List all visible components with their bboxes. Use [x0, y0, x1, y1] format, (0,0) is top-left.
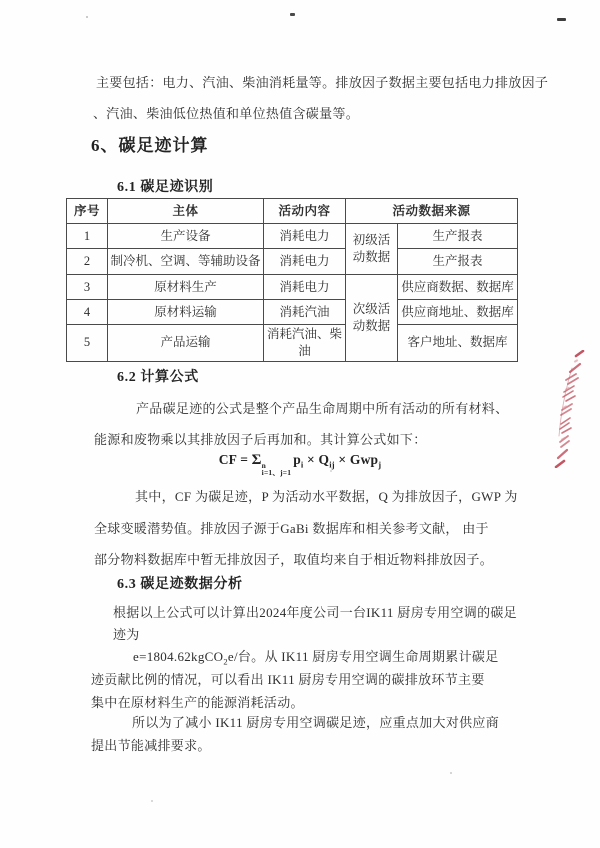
- cell-source: 生产报表: [398, 249, 518, 275]
- para-line: 产品碳足迹的公式是整个产品生命周期中所有活动的所有材料、: [136, 401, 509, 416]
- intro-line-2: 、汽油、柴油低位热值和单位热值含碳量等。: [93, 106, 360, 121]
- sigma-lower: i=1、j=1: [261, 468, 292, 477]
- para-line: 迹贡献比例的情况，可以看出 IK11 厨房专用空调的碳排放环节主要: [91, 672, 485, 687]
- sigma-symbol: Σ: [251, 452, 262, 468]
- col-header-activity: 活动内容: [264, 199, 346, 224]
- cell-group-secondary: 次级活动数据: [346, 275, 398, 362]
- emission-value-prefix: e=1804.62kgCO: [133, 649, 224, 664]
- term-q: Q: [318, 452, 330, 467]
- cell-source: 供应商地址、数据库: [398, 300, 518, 325]
- para-line: 提出节能减排要求。: [91, 738, 211, 753]
- formula-lhs: CF =: [218, 452, 252, 467]
- section-6-2-title: 6.2 计算公式: [117, 370, 199, 385]
- cell-subject: 产品运输: [108, 325, 264, 362]
- red-seal-fragment: [552, 350, 586, 468]
- scan-speck: [151, 800, 153, 802]
- times-sign: ×: [334, 452, 350, 467]
- section-6-3-title: 6.3 碳足迹数据分析: [117, 577, 243, 592]
- para-line: 所以为了减小 IK11 厨房专用空调碳足迹，应重点加大对供应商: [132, 715, 500, 730]
- term-p: p: [293, 452, 301, 467]
- term-gwp: Gwp: [349, 452, 379, 467]
- col-header-source: 活动数据来源: [346, 199, 518, 224]
- para-line: 迹为: [113, 627, 140, 642]
- table-row: [67, 224, 518, 249]
- sigma-upper: n: [261, 461, 267, 470]
- emission-value-line: [133, 649, 499, 667]
- cell-activity: 消耗汽油、柴油: [264, 325, 346, 362]
- cell-no: 3: [67, 275, 108, 300]
- term-p-sub: i: [300, 459, 304, 470]
- cell-activity: 消耗电力: [264, 224, 346, 249]
- times-sign: ×: [303, 452, 319, 467]
- table-row: [67, 300, 518, 325]
- emission-value-rest: e/台。从 IK11 厨房专用空调生命周期累计碳足: [227, 649, 499, 664]
- col-header-no: 序号: [67, 199, 108, 224]
- section-6-title: 6、碳足迹计算: [91, 136, 209, 155]
- cell-no: 2: [67, 249, 108, 275]
- cell-activity: 消耗电力: [264, 249, 346, 275]
- col-header-subject: 主体: [108, 199, 264, 224]
- cell-source: 客户地址、数据库: [398, 325, 518, 362]
- section-6-1-title: 6.1 碳足迹识别: [117, 180, 214, 195]
- cell-subject: 生产设备: [108, 224, 264, 249]
- para-line: 根据以上公式可以计算出2024年度公司一台IK11 厨房专用空调的碳足: [113, 605, 517, 620]
- para-line: 集中在原材料生产的能源消耗活动。: [91, 695, 304, 710]
- co2-subscript: 2: [223, 656, 228, 667]
- scan-speck: [557, 18, 566, 21]
- scan-speck: [290, 13, 295, 16]
- cell-source: 生产报表: [398, 224, 518, 249]
- term-q-sub: ij: [329, 459, 335, 470]
- cell-group-primary: 初级活动数据: [346, 224, 398, 275]
- cell-no: 4: [67, 300, 108, 325]
- cell-no: 1: [67, 224, 108, 249]
- cell-no: 5: [67, 325, 108, 362]
- intro-line-1: 主要包括：电力、汽油、柴油消耗量等。排放因子数据主要包括电力排放因子: [96, 75, 549, 90]
- footprint-table: [66, 198, 518, 362]
- sigma-limits: [262, 462, 292, 476]
- cell-activity: 消耗汽油: [264, 300, 346, 325]
- cell-source: 供应商数据、数据库: [398, 275, 518, 300]
- cell-subject: 原材料生产: [108, 275, 264, 300]
- scan-speck: [450, 772, 452, 774]
- cell-activity: 消耗电力: [264, 275, 346, 300]
- cell-subject: 制冷机、空调、等辅助设备: [108, 249, 264, 275]
- para-line: 能源和废物乘以其排放因子后再加和。其计算公式如下：: [94, 432, 427, 447]
- para-line: 全球变暖潜势值。排放因子源于GaBi 数据库和相关参考文献， 由于: [94, 521, 489, 536]
- para-line: 其中，CF 为碳足迹，P 为活动水平数据，Q 为排放因子，GWP 为: [135, 489, 518, 504]
- table-row: [67, 325, 518, 362]
- cell-subject: 原材料运输: [108, 300, 264, 325]
- table-header-row: [67, 199, 518, 224]
- term-gwp-sub: j: [378, 459, 382, 470]
- scan-speck: [86, 16, 88, 18]
- table-row: [67, 249, 518, 275]
- para-line: 部分物料数据库中暂无排放因子，取值均来自于相近物料排放因子。: [94, 552, 494, 567]
- table-row: [67, 275, 518, 300]
- carbon-footprint-formula: [95, 452, 505, 476]
